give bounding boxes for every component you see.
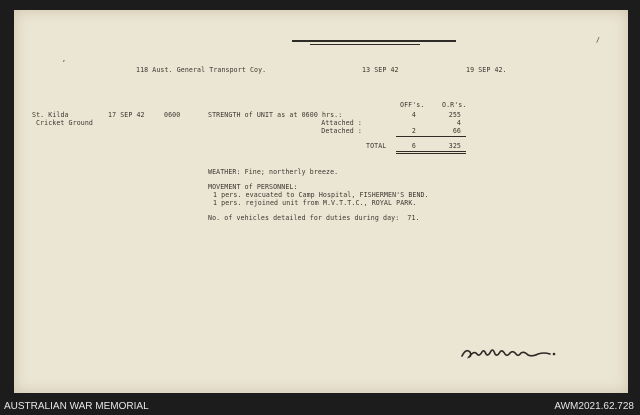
entry-time: 0600	[164, 111, 181, 119]
strength-ors: 255	[448, 111, 461, 119]
total-rule-double	[396, 153, 466, 154]
total-offrs: 6	[411, 142, 416, 150]
attached-label: Attached :	[321, 119, 362, 127]
movement-line1: 1 pers. evacuated to Camp Hospital, FISHERMEN'S BEND.	[213, 191, 429, 199]
entry-date: 17 SEP 42	[108, 111, 145, 119]
place-line1: St. Kilda	[32, 111, 69, 119]
column-ors: O.R's.	[442, 101, 467, 109]
strength-offrs: 4	[411, 111, 416, 119]
footer-right: AWM2021.62.728	[554, 401, 634, 412]
footer-left: AUSTRALIAN WAR MEMORIAL	[4, 401, 149, 412]
signature	[460, 340, 560, 364]
total-rule-top	[396, 136, 466, 137]
column-offrs: OFF's.	[400, 101, 425, 109]
top-rule-short	[310, 44, 420, 45]
top-rule	[292, 40, 456, 42]
detached-offrs: 2	[411, 127, 416, 135]
detached-ors: 66	[452, 127, 461, 135]
place-line2: Cricket Ground	[36, 119, 93, 127]
total-label: TOTAL	[366, 142, 387, 150]
ink-mark: /	[596, 36, 601, 44]
strength-label: STRENGTH of UNIT as at 0600 hrs.:	[208, 111, 343, 119]
movement-line2: 1 pers. rejoined unit from M.V.T.T.C., ROYAL PARK.	[213, 199, 417, 207]
total-ors: 325	[448, 142, 461, 150]
ink-dot: ,	[62, 55, 67, 63]
total-rule-bottom	[396, 151, 466, 152]
date-to: 19 SEP 42.	[466, 66, 507, 74]
date-from: 13 SEP 42	[362, 66, 399, 74]
attached-ors: 4	[456, 119, 461, 127]
unit-name: 118 Aust. General Transport Coy.	[136, 66, 267, 74]
weather: WEATHER: Fine; northerly breeze.	[208, 168, 339, 176]
detached-label: Detached :	[321, 127, 362, 135]
movement-heading: MOVEMENT of PERSONNEL:	[208, 183, 298, 191]
vehicles: No. of vehicles detailed for duties during day: 71.	[208, 214, 420, 222]
